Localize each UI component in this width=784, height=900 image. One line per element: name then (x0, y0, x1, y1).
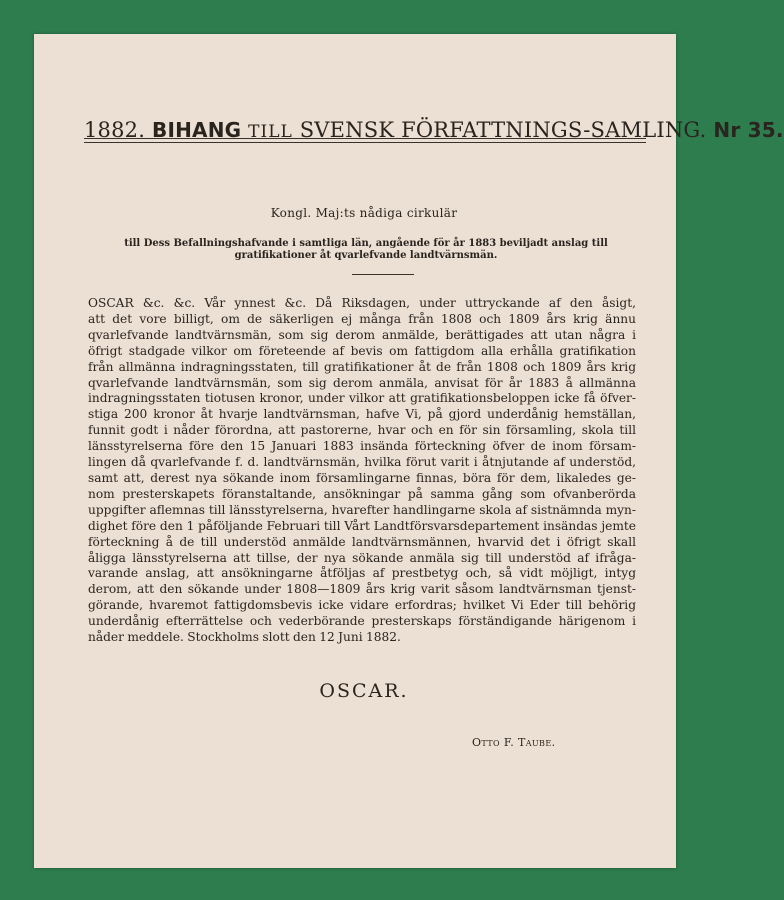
body-line: underdånig efterrättelse och vederbörande presterskaps förständigande härigenom i (88, 614, 636, 629)
body-line: indragningsstaten tiotusen kronor, under vilkor att gratifikationsbeloppen icke få öfver- (88, 391, 636, 406)
countersignature: Otto F. Taube. (472, 736, 556, 749)
body-line: qvarlefvande landtvärnsmän, som sig derom anmäla, anvisat för år 1883 å allmänna (88, 375, 636, 390)
royal-signature: OSCAR. (319, 680, 409, 702)
body-line: funnit godt i nåder förordna, att pastorerne, hvar och en för sin församling, skola till (88, 423, 636, 438)
body-line: uppgifter aflemnas till länsstyrelserna, hvarefter handlingarne skola af sistnämnda myn- (88, 502, 636, 517)
body-line: derom, att den sökande under 1808—1809 års krig varit såsom landtvärnsman tjenst- (88, 582, 636, 597)
body-line: förteckning å de till understöd anmälde landtvärnsmännen, hvarvid det i öfrigt skall (88, 534, 636, 549)
header-collection-name: SVENSK FÖRFATTNINGS-SAMLING. (299, 118, 707, 142)
body-line: OSCAR &c. &c. Vår ynnest &c. Då Riksdagen, under uttryckande af den åsigt, (88, 296, 636, 310)
header-rule-top (84, 138, 646, 139)
header-number: Nr 35. (713, 118, 784, 142)
body-line: samt att, derest nya sökande inom församlingarne finnas, böra för dem, likaledes ge- (88, 470, 636, 485)
circular-title: Kongl. Maj:ts nådiga cirkulär (270, 206, 458, 220)
document-page (34, 34, 784, 868)
body-line: öfrigt stadgade vilkor om företeende af bevis om fattigdom alla erhålla gratifikation (88, 343, 636, 358)
addressee (106, 238, 626, 262)
body-line: lingen då qvarlefvande f. d. landtvärnsmän, hvilka förut varit i åtnjutande af understöd, (88, 455, 636, 470)
body-line: länsstyrelserna före den 15 Januari 1883 insända förteckning öfver de inom försam- (88, 439, 636, 454)
body-line: att det vore billigt, om de säkerligen ej många från 1808 och 1809 års krig ännu (88, 311, 636, 326)
body-line: nom presterskapets föranstaltande, ansökningar på samma gång som ofvanberörda (88, 486, 636, 501)
header-till: TILL (248, 122, 293, 142)
body-line: varande anslag, att ansökningarne åtföljas af prestbetyg och, så vidt möjligt, intyg (88, 566, 636, 581)
body-line: dighet före den 1 påföljande Februari till Vårt Landtförsvarsdepartement insändas jemte (88, 518, 636, 533)
addressee-line: gratifikationer åt qvarlefvande landtvärnsmän. (234, 250, 498, 261)
body-line: åligga länsstyrelserna att tillse, der nya sökande anmäla sig till understöd af ifråga- (88, 550, 636, 565)
body-line: från allmänna indragningsstaten, till gratifikationer åt de från 1808 och 1809 års krig (88, 359, 636, 374)
section-divider (352, 274, 414, 275)
body-line: nåder meddele. Stockholms slott den 12 Juni 1882. (88, 630, 401, 645)
body-line: stiga 200 kronor åt hvarje landtvärnsman, hafve Vi, på gjord underdånig hemställan, (88, 407, 636, 422)
header-bihang: BIHANG (152, 118, 242, 142)
body-line: görande, hvaremot fattigdomsbevis icke vidare erfordras; hvilket Vi Eder till behörig (88, 598, 636, 613)
body-line: qvarlefvande landtvärnsmän, som sig derom anmälde, berättigades att utan några i (88, 327, 636, 342)
header-year: 1882. (84, 118, 146, 142)
header-rule-bottom (84, 142, 646, 143)
body-text (88, 296, 636, 646)
addressee-line: till Dess Befallningshafvande i samtliga län, angående för år 1883 beviljadt anslag till (124, 238, 608, 249)
